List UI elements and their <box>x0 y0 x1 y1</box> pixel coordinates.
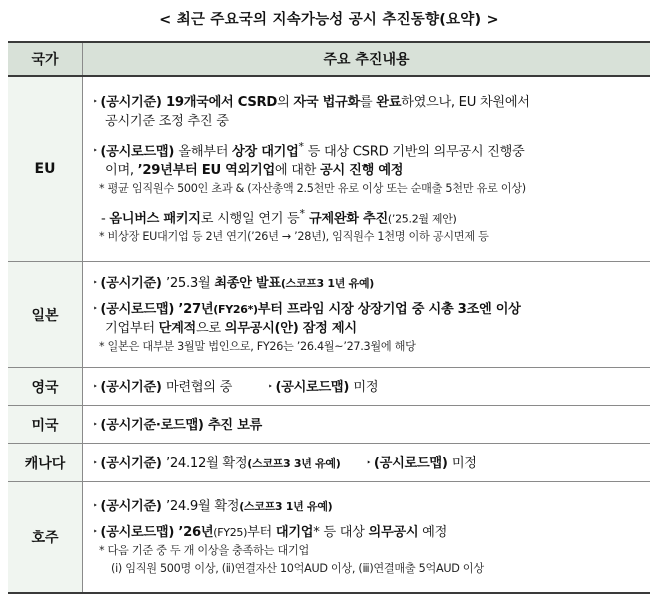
table-row-canada <box>8 444 650 482</box>
eu-roadmap-line: ‣ (공시로드맵) 올해부터 상장 대기업* 등 대상 CSRD 기반의 의무공시 진행중 <box>93 139 525 159</box>
japan-standards-line: ‣ (공시기준) ’25.3월 최종안 발표(스코프3 1년 유예) <box>93 276 375 291</box>
table-row-eu <box>8 76 650 262</box>
country-cell-japan: 일본 <box>8 262 83 368</box>
content-cell-eu <box>83 76 651 262</box>
bullet-icon: ‣ <box>93 501 98 510</box>
australia-standards-line: ‣ (공시기준) ’24.9월 확정(스코프3 1년 유예) <box>93 499 333 514</box>
content-cell-us <box>83 406 651 444</box>
content-cell-australia <box>83 482 651 594</box>
country-cell-eu: EU <box>8 76 83 262</box>
eu-note-1: * 평균 임직원수 500인 초과 & (자산총액 2.5천만 유로 이상 또는 순매출 5천만 유로 이상) <box>99 182 526 195</box>
bullet-icon: ‣ <box>93 527 98 536</box>
bullet-icon: ‣ <box>366 457 371 467</box>
uk-line: ‣ (공시기준) 마련협의 중 ‣ (공시로드맵) 미정 <box>93 379 379 395</box>
eu-standards-line: ‣ (공시기준) 19개국에서 CSRD의 자국 법규화를 완료하였으나, EU 차원에서 <box>93 94 530 110</box>
japan-note: * 일본은 대부분 3월말 법인으로, FY26는 ’26.4월~’27.3월에 해당 <box>99 340 416 353</box>
country-cell-uk: 영국 <box>8 368 83 406</box>
bullet-icon: ‣ <box>93 457 98 467</box>
bullet-icon: ‣ <box>93 278 98 287</box>
content-cell-canada <box>83 444 651 482</box>
australia-roadmap-line: ‣ (공시로드맵) ’26년(FY25)부터 대기업* 등 대상 의무공시 예정 <box>93 525 448 540</box>
table-row-australia <box>8 482 650 594</box>
header-content: 주요 추진내용 <box>83 42 651 76</box>
content-cell-japan <box>83 262 651 368</box>
eu-standards-line-2: 공시기준 조정 추진 중 <box>105 113 229 129</box>
table-header-row <box>8 42 650 76</box>
header-country: 국가 <box>8 42 83 76</box>
country-cell-canada: 캐나다 <box>8 444 83 482</box>
eu-note-2: * 비상장 EU대기업 등 2년 연기(’26년 → ’28년), 임직원수 1천명 이하 공시면제 등 <box>99 230 489 244</box>
eu-omnibus-line: - 옴니버스 패키지로 시행일 연기 등* 규제완화 추진(’25.2월 제안) <box>101 207 457 227</box>
eu-roadmap-line-2: 이며, ’29년부터 EU 역외기업에 대한 공시 진행 예정 <box>105 163 404 178</box>
japan-roadmap-line: ‣ (공시로드맵) ’27년(FY26*)부터 프라임 시장 상장기업 중 시총 3조엔 이상 <box>93 302 521 317</box>
table-row-japan <box>8 262 650 368</box>
australia-note-2: (ⅰ) 임직원 500명 이상, (ⅱ)연결자산 10억AUD 이상, (ⅲ)연결매출 5억AUD 이상 <box>111 562 484 575</box>
content-cell-uk <box>83 368 651 406</box>
bullet-icon: ‣ <box>93 304 98 313</box>
us-line: ‣ (공시기준·로드맵) 추진 보류 <box>93 417 262 433</box>
page-title: < 최근 주요국의 지속가능성 공시 추진동향(요약) > <box>159 12 499 28</box>
bullet-icon: ‣ <box>268 381 273 391</box>
table-row-us <box>8 406 650 444</box>
japan-roadmap-line-2: 기업부터 단계적으로 의무공시(안) 잠정 제시 <box>105 321 357 336</box>
bullet-icon: ‣ <box>93 146 98 155</box>
canada-line: ‣ (공시기준) ’24.12월 확정(스코프3 3년 유예) ‣ (공시로드맵) 미정 <box>93 455 477 471</box>
australia-note-1: * 다음 기준 중 두 개 이상을 충족하는 대기업 <box>99 544 309 557</box>
bullet-icon: ‣ <box>93 96 98 106</box>
bullet-icon: ‣ <box>93 381 98 391</box>
bullet-icon: ‣ <box>93 419 98 429</box>
country-cell-australia: 호주 <box>8 482 83 594</box>
table-row-uk <box>8 368 650 406</box>
sustainability-disclosure-table <box>8 41 650 594</box>
country-cell-us: 미국 <box>8 406 83 444</box>
